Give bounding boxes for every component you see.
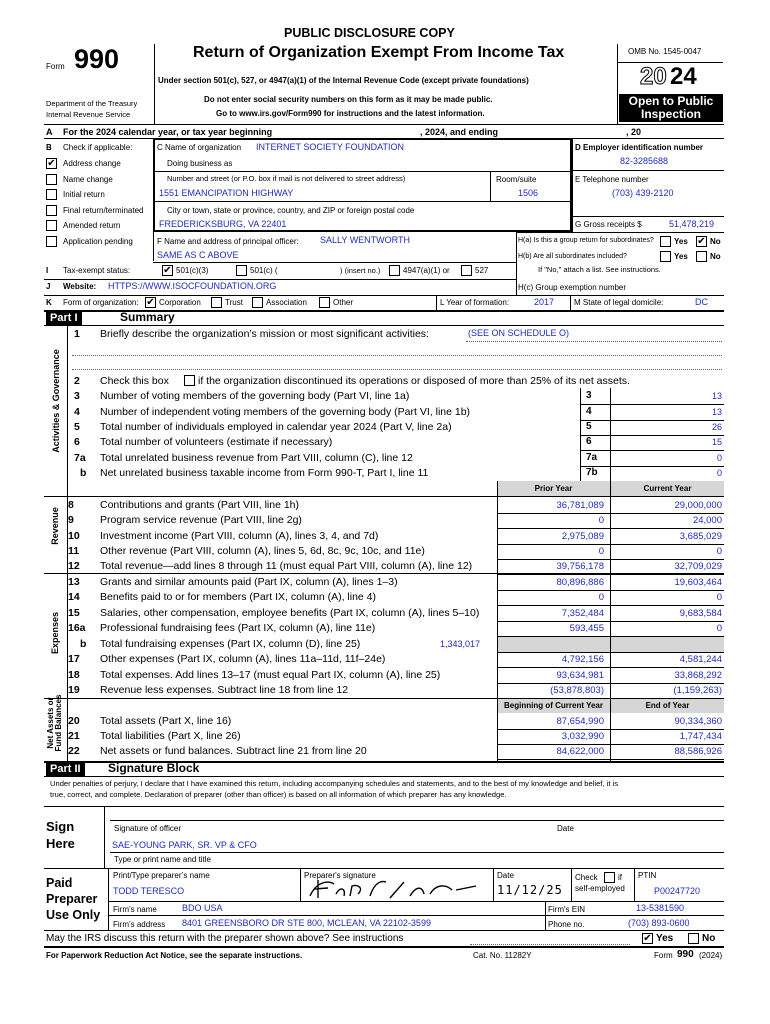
officer-address: SAME AS C ABOVE xyxy=(157,250,239,260)
line-1-text: Briefly describe the organization’s mission or most significant activities: xyxy=(100,328,429,340)
firm-ein-label: Firm's EIN xyxy=(548,905,586,914)
fin-line-text: Total fundraising expenses (Part IX, column (D), line 25) xyxy=(100,638,361,650)
line-a-letter: A xyxy=(46,127,53,137)
ein-label: D Employer identification number xyxy=(575,143,704,152)
perjury-text-2: true, correct, and complete. Declaration of preparer (other than officer) is based on all information of which preparer has any knowledge. xyxy=(50,790,507,799)
self-employed-checkbox[interactable] xyxy=(604,872,615,883)
gov-value: 13 xyxy=(711,391,722,401)
gov-value: 13 xyxy=(711,407,722,417)
room-label: Room/suite xyxy=(496,175,537,184)
fin-line-text: Total expenses. Add lines 13–17 (must equal Part IX, column (A), line 25) xyxy=(100,669,441,681)
part-1-title: Summary xyxy=(120,310,175,324)
subtitle: Under section 501(c), 527, or 4947(a)(1) of the Internal Revenue Code (except private foundations) xyxy=(158,76,529,85)
sign-label: Sign xyxy=(46,819,75,834)
gov-box-label: 7b xyxy=(586,467,598,478)
gov-box-label: 3 xyxy=(586,390,592,401)
section-b-checkbox[interactable] xyxy=(46,236,57,247)
officer-name: SALLY WENTWORTH xyxy=(320,235,411,245)
fin-line-text: Benefits paid to or for members (Part IX, column (A), line 4) xyxy=(100,591,377,603)
fin-line-text: Salaries, other compensation, employee benefits (Part IX, column (A), lines 5–10) xyxy=(100,607,480,619)
fin-line-number: 15 xyxy=(68,607,80,619)
officer-sig-label: Signature of officer xyxy=(114,824,182,833)
firm-address: 8401 GREENSBORO DR STE 800, MCLEAN, VA 22102-3599 xyxy=(182,918,431,928)
dept-treasury: Department of the Treasury xyxy=(46,99,138,108)
year-formation-label: L Year of formation: xyxy=(440,298,510,307)
gov-line-number: 5 xyxy=(74,421,80,433)
instructions-notice: Go to www.irs.gov/Form990 for instructions and the latest information. xyxy=(216,109,485,118)
fin-line-number: 11 xyxy=(68,545,80,557)
begin-year-value: 3,032,990 xyxy=(561,731,604,742)
trust-checkbox[interactable] xyxy=(211,297,222,308)
501c-label: 501(c) ( xyxy=(250,266,278,275)
disclosure-title: PUBLIC DISCLOSURE COPY xyxy=(284,26,455,40)
part-1-tag: Part I xyxy=(46,311,82,325)
501c3-checkbox[interactable]: ✔ xyxy=(163,265,172,276)
discuss-yes-label: Yes xyxy=(656,933,674,944)
org-name: INTERNET SOCIETY FOUNDATION xyxy=(256,142,405,152)
firm-name-label: Firm’s name xyxy=(113,905,157,914)
state-domicile-value: DC xyxy=(695,297,708,307)
part-2-title: Signature Block xyxy=(108,761,200,775)
dba-label: Doing business as xyxy=(167,159,233,168)
fin-line-number: 13 xyxy=(68,576,80,588)
hb-yes-checkbox[interactable] xyxy=(660,251,671,262)
preparer-label: Preparer xyxy=(46,892,98,906)
corporation-label: Corporation xyxy=(159,298,201,307)
line-j-letter: J xyxy=(46,282,51,291)
check-label: Check xyxy=(575,873,598,882)
current-year-value: 9,683,584 xyxy=(679,608,722,619)
prior-year-value: 4,792,156 xyxy=(561,654,604,665)
gross-receipts-label: G Gross receipts $ xyxy=(575,220,642,229)
line-a-text: For the 2024 calendar year, or tax year beginning xyxy=(63,127,273,137)
prior-year-value: 0 xyxy=(598,592,604,603)
other-label: Other xyxy=(333,298,354,307)
prior-year-value: 93,634,981 xyxy=(556,670,604,681)
main-title: Return of Organization Exempt From Income Tax xyxy=(193,44,565,61)
fin-line-text: Other expenses (Part IX, column (A), lines 11a–11d, 11f–24e) xyxy=(100,653,386,665)
year-outline: 20 xyxy=(640,63,667,90)
website-value[interactable]: HTTPS://WWW.ISOCFOUNDATION.ORG xyxy=(108,281,277,291)
begin-year-value: 84,622,000 xyxy=(556,746,604,757)
line-1-value: (SEE ON SCHEDULE O) xyxy=(468,328,570,338)
prep-date-label: Date xyxy=(497,871,514,880)
section-b-title: Check if applicable: xyxy=(63,143,133,152)
part-2-tag: Part II xyxy=(46,762,85,776)
501c3-label: 501(c)(3) xyxy=(176,266,209,275)
state-domicile-label: M State of legal domicile: xyxy=(574,298,664,307)
year-formation-value: 2017 xyxy=(534,297,555,307)
net-line-text: Total assets (Part X, line 16) xyxy=(100,715,232,727)
gov-line-number: b xyxy=(80,467,87,479)
ssn-notice: Do not enter social security numbers on this form as it may be made public. xyxy=(204,95,493,104)
col-begin-year: Beginning of Current Year xyxy=(504,701,603,710)
website-label: Website: xyxy=(63,282,97,291)
tax-exempt-label: Tax-exempt status: xyxy=(63,266,131,275)
officer-printed-name: SAE-YOUNG PARK, SR. VP & CFO xyxy=(112,840,257,850)
gov-box-label: 4 xyxy=(586,406,592,417)
col-prior-year: Prior Year xyxy=(534,484,573,493)
sidebar-net-assets-a: Net Assets or xyxy=(46,697,55,749)
gov-box-label: 6 xyxy=(586,436,592,447)
current-year-value: 4,581,244 xyxy=(679,654,722,665)
if-label: if xyxy=(618,873,622,882)
fin-line-number: 9 xyxy=(68,514,74,526)
hb-no-checkbox[interactable] xyxy=(696,251,707,262)
end-year-value: 1,747,434 xyxy=(679,731,722,742)
irs-label: Internal Revenue Service xyxy=(46,110,131,119)
gov-value: 0 xyxy=(716,468,722,478)
current-year-value: (1,159,263) xyxy=(673,685,722,696)
year-bold: 24 xyxy=(670,63,697,90)
org-name-label: C Name of organization xyxy=(157,143,242,152)
fin-line-number: 14 xyxy=(68,591,80,603)
fin-line-number: 19 xyxy=(68,684,80,696)
form-number: 990 xyxy=(74,44,120,74)
ha-no-label: No xyxy=(710,237,721,246)
type-name-label: Type or print name and title xyxy=(114,855,211,864)
fin-line-number: 18 xyxy=(68,669,80,681)
discuss-no-label: No xyxy=(702,933,716,944)
prior-year-value: 593,455 xyxy=(569,623,604,634)
footer-form-word: Form xyxy=(654,951,673,960)
ha-yes-label: Yes xyxy=(674,237,688,246)
gov-value: 15 xyxy=(711,437,722,447)
officer-date-label: Date xyxy=(557,824,574,833)
discuss-no-checkbox[interactable] xyxy=(688,933,699,944)
hb-yes-label: Yes xyxy=(674,252,688,261)
footer-form-number: 990 xyxy=(677,949,694,960)
prior-year-value: 0 xyxy=(598,515,604,526)
perjury-text-1: Under penalties of perjury, I declare that I have examined this return, including accompanying schedules and statements, and to the best of my knowledge and belief, it is xyxy=(50,779,619,788)
self-employed-label: self-employed xyxy=(575,884,625,893)
fin-line-text: Grants and similar amounts paid (Part IX, column (A), lines 1–3) xyxy=(100,576,398,588)
insert-no-label: ) (insert no.) xyxy=(340,266,381,275)
ptin-value: P00247720 xyxy=(654,886,701,896)
fin-line-text: Other revenue (Part VIII, column (A), lines 5, 6d, 8c, 9c, 10c, and 11e) xyxy=(100,545,425,557)
section-b-checkbox[interactable] xyxy=(46,205,57,216)
hb-question: H(b) Are all subordinates included? xyxy=(518,253,627,260)
association-label: Association xyxy=(266,298,307,307)
fin-line-text: Total revenue—add lines 8 through 11 (must equal Part VIII, column (A), line 12) xyxy=(100,560,473,572)
col-end-year: End of Year xyxy=(645,701,690,710)
fin-line-number: b xyxy=(80,638,87,650)
line-1-num: 1 xyxy=(74,328,80,340)
current-year-value: 3,685,029 xyxy=(679,531,722,542)
gov-line-number: 4 xyxy=(74,406,80,418)
end-year-value: 88,586,926 xyxy=(674,746,722,757)
line-2-num: 2 xyxy=(74,375,80,387)
fin-line-text: Investment income (Part VIII, column (A), lines 3, 4, and 7d) xyxy=(100,530,379,542)
line-a-mid: , 2024, and ending xyxy=(420,127,499,137)
current-year-value: 0 xyxy=(716,623,722,634)
open-public-label: Open to Public xyxy=(628,94,714,108)
net-line-text: Total liabilities (Part X, line 26) xyxy=(100,730,241,742)
ha-no-checkbox[interactable]: ✔ xyxy=(697,236,706,247)
fin-line-number: 16a xyxy=(68,622,86,634)
omb-number: OMB No. 1545-0047 xyxy=(628,47,702,56)
prior-year-value: 7,352,484 xyxy=(561,608,604,619)
trust-label: Trust xyxy=(225,298,243,307)
current-year-value: 33,868,292 xyxy=(674,670,722,681)
line-i-letter: I xyxy=(46,266,49,275)
gov-value: 26 xyxy=(711,422,722,432)
line-2-checkbox[interactable] xyxy=(184,375,195,386)
527-label: 527 xyxy=(475,266,489,275)
paperwork-notice: For Paperwork Reduction Act Notice, see the separate instructions. xyxy=(46,951,303,960)
ein-value: 82-3285688 xyxy=(620,156,669,166)
footer-year: (2024) xyxy=(699,951,723,960)
gov-line-number: 7a xyxy=(74,452,86,464)
phone-label: E Telephone number xyxy=(575,175,649,184)
section-b-letter: B xyxy=(46,143,52,152)
ha-yes-checkbox[interactable] xyxy=(660,236,671,247)
line-k-letter: K xyxy=(46,298,52,307)
sidebar-net-assets-b: Fund Balances xyxy=(54,694,63,752)
net-line-text: Net assets or fund balances. Subtract line 21 from line 20 xyxy=(100,745,367,757)
hb-note: If "No," attach a list. See instructions. xyxy=(538,265,661,274)
fin-line-number: 8 xyxy=(68,499,74,511)
sidebar-expenses: Expenses xyxy=(50,611,60,655)
line-2-text-b: if the organization discontinued its operations or disposed of more than 25% of its net assets. xyxy=(198,375,630,387)
discuss-question: May the IRS discuss this return with the preparer shown above? See instructions xyxy=(46,933,404,944)
fin-line-number: 12 xyxy=(68,560,80,572)
prior-year-value: (53,878,803) xyxy=(550,685,604,696)
fin-line-number: 10 xyxy=(68,530,80,542)
section-b-checkbox[interactable]: ✔ xyxy=(47,158,56,169)
prep-sig-label: Preparer's signature xyxy=(304,871,376,880)
firm-phone-label: Phone no. xyxy=(548,920,585,929)
501c-checkbox[interactable] xyxy=(236,265,247,276)
use-only-label: Use Only xyxy=(46,908,101,922)
net-line-number: 20 xyxy=(68,715,80,727)
prior-year-value: 80,896,886 xyxy=(556,577,604,588)
end-year-value: 90,334,360 xyxy=(674,716,722,727)
gov-line-text: Net unrelated business taxable income from Form 990-T, Part I, line 11 xyxy=(100,467,429,479)
current-year-value: 29,000,000 xyxy=(674,500,722,511)
4947-label: 4947(a)(1) or xyxy=(403,266,450,275)
section-b-label: Address change xyxy=(63,159,121,168)
current-year-value: 32,709,029 xyxy=(674,561,722,572)
firm-phone: (703) 893-0600 xyxy=(628,918,690,928)
gov-line-text: Total number of volunteers (estimate if necessary) xyxy=(100,436,333,448)
ha-question: H(a) Is this a group return for subordinates? xyxy=(518,237,654,244)
section-b-label: Amended return xyxy=(63,221,121,231)
gov-line-text: Total unrelated business revenue from Part VIII, column (C), line 12 xyxy=(100,452,413,464)
section-b-label: Initial return xyxy=(63,190,105,200)
fin-line-number: 17 xyxy=(68,653,80,665)
prior-year-value: 39,756,178 xyxy=(556,561,604,572)
line-2-text-a: Check this box xyxy=(100,375,169,387)
room-value: 1506 xyxy=(518,188,539,198)
section-b-label: Name change xyxy=(63,174,113,184)
section-b-checkbox[interactable] xyxy=(46,174,57,185)
net-line-number: 21 xyxy=(68,730,80,742)
city-label: City or town, state or province, country, and ZIP or foreign postal code xyxy=(167,206,415,215)
line-16b-inline: 1,343,017 xyxy=(440,639,481,649)
4947-checkbox[interactable] xyxy=(389,265,400,276)
preparer-name: TODD TERESCO xyxy=(113,886,185,896)
firm-name: BDO USA xyxy=(182,903,223,913)
prior-year-value: 2,975,089 xyxy=(561,531,604,542)
prep-name-label: Print/Type preparer’s name xyxy=(113,871,210,880)
hc-label: H(c) Group exemption number xyxy=(518,283,627,292)
gov-line-text: Number of voting members of the governing body (Part VI, line 1a) xyxy=(100,390,410,402)
phone-value: (703) 439-2120 xyxy=(612,188,674,198)
line-a-end: , 20 xyxy=(626,127,642,137)
street-value: 1551 EMANCIPATION HIGHWAY xyxy=(159,188,294,198)
other-checkbox[interactable] xyxy=(319,297,330,308)
here-label: Here xyxy=(46,836,75,851)
gov-line-text: Total number of individuals employed in calendar year 2024 (Part V, line 2a) xyxy=(100,421,452,433)
association-checkbox[interactable] xyxy=(252,297,263,308)
gov-box-label: 7a xyxy=(586,452,598,463)
net-line-number: 22 xyxy=(68,745,80,757)
gov-value: 0 xyxy=(716,453,722,463)
current-year-value: 19,603,464 xyxy=(674,577,722,588)
prior-year-value: 0 xyxy=(598,546,604,557)
fin-line-text: Revenue less expenses. Subtract line 18 from line 12 xyxy=(100,684,349,696)
gross-receipts-value: 51,478,219 xyxy=(669,219,715,229)
current-year-value: 0 xyxy=(716,592,722,603)
begin-year-value: 87,654,990 xyxy=(556,716,604,727)
gov-box-label: 5 xyxy=(586,421,592,432)
form-word: Form xyxy=(46,62,65,71)
fin-line-text: Program service revenue (Part VIII, line 2g) xyxy=(100,514,302,526)
cat-number: Cat. No. 11282Y xyxy=(473,951,532,960)
section-b-checkbox[interactable] xyxy=(46,220,57,231)
preparer-date: 11/12/25 xyxy=(497,883,563,897)
hb-no-label: No xyxy=(710,252,721,261)
corporation-checkbox[interactable]: ✔ xyxy=(146,297,155,308)
city-value: FREDERICKSBURG, VA 22401 xyxy=(159,219,287,229)
ptin-label: PTIN xyxy=(638,871,657,880)
prior-year-value: 36,781,089 xyxy=(556,500,604,511)
discuss-yes-checkbox[interactable]: ✔ xyxy=(643,933,652,944)
section-b-checkbox[interactable] xyxy=(46,189,57,200)
sidebar-activities: Activities & Governance xyxy=(51,349,61,453)
gov-line-number: 6 xyxy=(74,436,80,448)
sidebar-revenue: Revenue xyxy=(50,507,60,545)
inspection-label: Inspection xyxy=(640,107,701,121)
form-of-org-label: Form of organization: xyxy=(63,298,139,307)
preparer-signature-image xyxy=(306,876,486,902)
fin-line-text: Contributions and grants (Part VIII, line 1h) xyxy=(100,499,300,511)
paid-label: Paid xyxy=(46,876,73,890)
fin-line-text: Professional fundraising fees (Part IX, column (A), line 11e) xyxy=(100,622,376,634)
gov-line-number: 3 xyxy=(74,390,80,402)
officer-label: F Name and address of principal officer: xyxy=(157,237,299,246)
col-current-year: Current Year xyxy=(643,484,692,493)
street-label: Number and street (or P.O. box if mail is not delivered to street address) xyxy=(167,174,406,183)
gov-line-text: Number of independent voting members of the governing body (Part VI, line 1b) xyxy=(100,406,471,418)
current-year-value: 24,000 xyxy=(692,515,722,526)
section-b-label: Final return/terminated xyxy=(63,205,144,215)
527-checkbox[interactable] xyxy=(461,265,472,276)
firm-ein: 13-5381590 xyxy=(636,903,685,913)
current-year-value: 0 xyxy=(716,546,722,557)
section-b-label: Application pending xyxy=(63,237,133,246)
firm-address-label: Firm’s address xyxy=(113,920,166,929)
